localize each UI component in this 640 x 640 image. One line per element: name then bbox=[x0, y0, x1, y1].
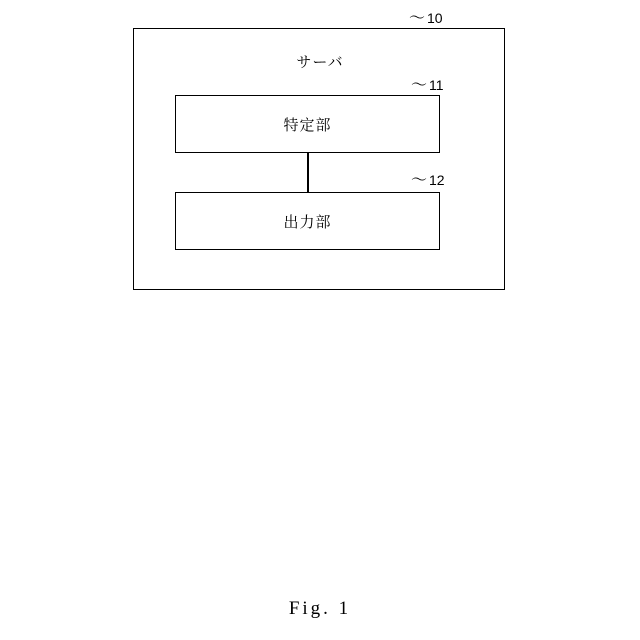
identification-unit-block bbox=[175, 95, 440, 153]
callout-number: 10 bbox=[427, 10, 443, 26]
callout-tilde-icon: 〜 bbox=[411, 77, 428, 94]
callout-number: 12 bbox=[429, 172, 445, 188]
reference-callout-10 bbox=[409, 10, 443, 26]
figure-caption: Fig. 1 bbox=[288, 598, 352, 619]
server-block bbox=[133, 28, 505, 290]
output-unit-label: 出力部 bbox=[283, 213, 332, 231]
callout-number: 11 bbox=[429, 77, 444, 93]
identification-unit-label: 特定部 bbox=[283, 116, 332, 134]
block-connector-line bbox=[307, 153, 309, 192]
output-unit-block bbox=[175, 192, 440, 250]
callout-tilde-icon: 〜 bbox=[409, 10, 426, 27]
reference-callout-11 bbox=[411, 77, 444, 93]
reference-callout-12 bbox=[411, 172, 445, 188]
callout-tilde-icon: 〜 bbox=[411, 172, 428, 189]
server-block-label: サーバ bbox=[296, 54, 344, 71]
